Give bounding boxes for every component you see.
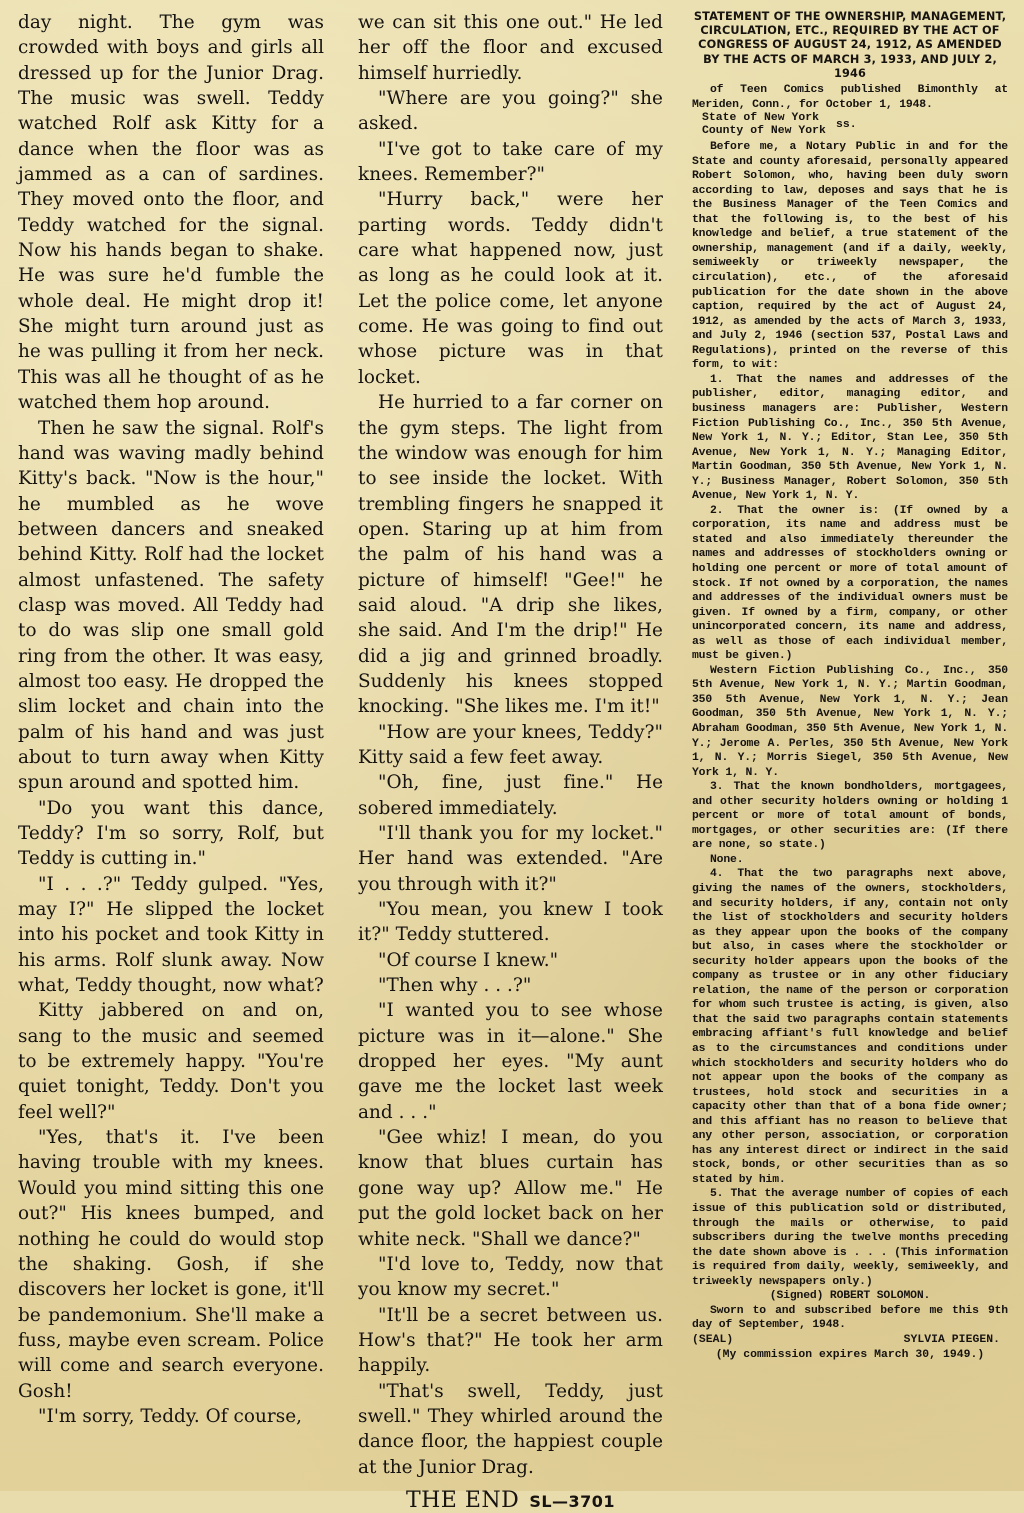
story-paragraph: "Yes, that's it. I've been having trouble with my knees. Would you mind sitting this one out?" His knees bumped, and nothing he could do would stop the shaking. Gosh, if she discovers her locket is gone, it'll be pandemonium. She'll make a fuss, maybe even scream. Police will come and search everyone. Gosh! xyxy=(18,1127,324,1402)
sworn-line: Sworn to and subscribed before me this 9th day of September, 1948. xyxy=(692,1304,1008,1332)
story-paragraph: "Do you want this dance, Teddy? I'm so sorry, Rolf, but Teddy is cutting in." xyxy=(18,797,324,870)
venue-ss: ss. xyxy=(835,118,857,131)
story-paragraph: "Where are you going?" she asked. xyxy=(358,88,663,135)
statement-paragraph: Before me, a Notary Public in and for the State and county aforesaid, personally appeared Robert Solomon, who, having been duly sworn according to law, deposes and says that he is the Business Manager of the Teen Comics and that the following is, to the best of his knowledge and belief, a true statement of the ownership, management (and if a daily, weekly, semiweekly or triweekly newspaper, the circulation), etc., of the aforesaid publication for the date shown in the above caption, required by the act of August 24, 1912, as amended by the acts of March 3, 1933, and July 2, 1946 (section 537, Postal Laws and Regulations), printed on the reverse of this form, to wit: xyxy=(692,141,1008,372)
statement-intro: of Teen Comics published Bimonthly at Meriden, Conn., for October 1, 1948. xyxy=(692,84,1008,111)
venue-block xyxy=(702,112,1008,138)
story-column-1 xyxy=(18,10,324,1429)
story-paragraph: "You mean, you knew I took it?" Teddy stuttered. xyxy=(358,899,663,946)
story-paragraph: we can sit this one out." He led her off the floor and excused himself hurriedly. xyxy=(358,12,663,84)
story-paragraph: "That's swell, Teddy, just swell." They whirled around the dance floor, the happiest couple at the Junior Drag. xyxy=(358,1380,663,1478)
story-paragraph: "I'm sorry, Teddy. Of course, xyxy=(38,1405,303,1427)
story-paragraph: "Hurry back," were her parting words. Teddy didn't care what happened now, just as long as he could look at it. Let the police come, let anyone come. He was going to find out whose picture was in that locket. xyxy=(358,189,663,388)
story-paragraph: "I . . .?" Teddy gulped. "Yes, may I?" He slipped the locket into his pocket and took Kitty in his arms. Rolf slunk away. Now what, Teddy thought, now what? xyxy=(18,873,324,997)
statement-paragraph: 2. That the owner is: (If owned by a corporation, its name and address must be stated and also immediately thereunder the names and addresses of stockholders owning or holding one percent or more of total amount of stock. If not owned by a corporation, the names and addresses of the individual owners must be given. If owned by a firm, company, or other unincorporated concern, its name and address, as well as those of each individual member, must be given.) xyxy=(692,504,1008,663)
story-paragraph: "Gee whiz! I mean, do you know that blues curtain has gone way up? Allow me." He put the gold locket back on her white neck. "Shall we dance?" xyxy=(358,1127,663,1250)
statement-paragraph: None. xyxy=(710,853,744,866)
story-paragraph: "Oh, fine, just fine." He sobered immediately. xyxy=(358,772,663,819)
notary-name: SYLVIA PIEGEN. xyxy=(903,1333,1000,1346)
statement-title: STATEMENT OF THE OWNERSHIP, MANAGEMENT, CIRCULATION, ETC., REQUIRED BY THE ACT OF CONGRESS OF AUGUST 24, 1912, AS AMENDED BY THE ACTS OF MARCH 3, 1933, AND JULY 2, 1946 xyxy=(693,10,1007,80)
story-paragraph: "I wanted you to see whose picture was in it—alone." She dropped her eyes. "My aunt gave me the locket last week and . . ." xyxy=(358,1000,663,1123)
venue-county: County of New York xyxy=(702,125,826,138)
story-paragraph: "I'll thank you for my locket." Her hand was extended. "Are you through with it?" xyxy=(358,823,663,895)
ownership-statement xyxy=(692,10,1008,1362)
commission-line: (My commission expires March 30, 1949.) xyxy=(715,1348,985,1361)
the-end-line xyxy=(358,1488,663,1513)
story-code: SL—3701 xyxy=(529,1491,616,1511)
statement-paragraph: Western Fiction Publishing Co., Inc., 350 5th Avenue, New York 1, N. Y.; Martin Goodman, 350 5th Avenue, New York 1, N. Y.; Jean Goodman, 350 5th Avenue, New York 1, N. Y.; Abraham Goodman, 350 5th Avenue, New York 1, N. Y.; Jerome A. Perles, 350 5th Avenue, New York 1, N. Y.; Morris Siegel, 350 5th Avenue, New York 1, N. Y. xyxy=(692,664,1008,779)
story-column-2 xyxy=(358,10,663,1513)
seal-label: (SEAL) xyxy=(692,1333,734,1346)
statement-paragraph: 5. That the average number of copies of each issue of this publication sold or distributed, through the mails or otherwise, to paid subscribers during the twelve months preceding the date shown above is . . . (This information is required from daily, weekly, semiweekly, and triweekly newspapers only.) xyxy=(692,1188,1008,1288)
statement-paragraph: 3. That the known bondholders, mortgagees, and other security holders owning or holding 1 percent or more of total amount of bonds, mortgages, or other securities are: (If there are none, so state.) xyxy=(692,781,1008,852)
story-paragraph: Then he saw the signal. Rolf's hand was waving madly behind Kitty's back. "Now is the hour," he mumbled as he wove between dancers and sneaked behind Kitty. Rolf had the locket almost unfastened. The safety clasp was moved. All Teddy had to do was slip one small gold ring from the other. It was easy, almost too easy. He dropped the slim locket and chain into the palm of his hand and was just about to turn away when Kitty spun around and spotted him. xyxy=(18,417,324,794)
venue-state: State of New York xyxy=(702,112,820,125)
story-paragraph: "Then why . . .?" xyxy=(378,975,532,997)
story-paragraph: "I'd love to, Teddy, now that you know my secret." xyxy=(358,1253,663,1301)
story-paragraph: "It'll be a secret between us. How's that?" He took her arm happily. xyxy=(358,1304,663,1377)
statement-paragraph: 1. That the names and addresses of the publisher, editor, managing editor, and business managers are: Publisher, Western Fiction Publishing Co., Inc., 350 5th Avenue, New York 1, N. Y.; Editor, Stan Lee, 350 5th Avenue, New York 1, N. Y.; Managing Editor, Martin Goodman, 350 5th Avenue, New York 1, N. Y.; Business Manager, Robert Solomon, 350 5th Avenue, New York 1, N. Y. xyxy=(692,373,1008,503)
story-paragraph: "Of course I knew." xyxy=(378,949,559,971)
story-paragraph: "I've got to take care of my knees. Remember?" xyxy=(358,138,663,186)
story-paragraph: "How are your knees, Teddy?" Kitty said a few feet away. xyxy=(358,721,663,768)
story-paragraph: day night. The gym was crowded with boys and girls all dressed up for the Junior Drag. The music was swell. Teddy watched Rolf ask Kitty for a dance when the floor was as jammed as a can of sardines. They moved onto the floor, and Teddy watched for the signal. Now his hands began to shake. He was sure he'd fumble the whole deal. He might drop it! She might turn around just as he was pulling it from her neck. This was all he thought of as he watched them hop around. xyxy=(18,12,324,414)
story-paragraph: Kitty jabbered on and on, sang to the music and seemed to be extremely happy. "You're quiet tonight, Teddy. Don't you feel well?" xyxy=(18,1000,324,1123)
statement-paragraph: 4. That the two paragraphs next above, giving the names of the owners, stockholders, and security holders, if any, contain not only the list of stockholders and security holders as they appear upon the books of the company but also, in cases where the stockholder or security holder appears upon the books of the company as trustee or in any other fiduciary relation, the name of the person or corporation for whom such trustee is acting, is given, also that the said two paragraphs contain statements embracing affiant's full knowledge and belief as to the circumstances and conditions under which stockholders and security holders who do not appear upon the books of the company as trustees, hold stock and securities in a capacity other than that of a bona fide owner; and this affiant has no reason to believe that any other person, association, or corporation has any interest direct or indirect in the said stock, bonds, or other securities than as so stated by him. xyxy=(692,868,1008,1186)
signed-line: (Signed) ROBERT SOLOMON. xyxy=(769,1290,931,1303)
seal-row xyxy=(692,1333,1008,1348)
the-end-label: THE END xyxy=(405,1487,520,1513)
story-paragraph: He hurried to a far corner on the gym steps. The light from the window was enough for him to see inside the locket. With trembling fingers he snapped it open. Staring up at him from the palm of his hand was a picture of himself! "Gee!" he said aloud. "A drip she likes, she said. And I'm the drip!" He did a jig and grinned broadly. Suddenly his knees stopped knocking. "She likes me. I'm it!" xyxy=(358,392,663,718)
